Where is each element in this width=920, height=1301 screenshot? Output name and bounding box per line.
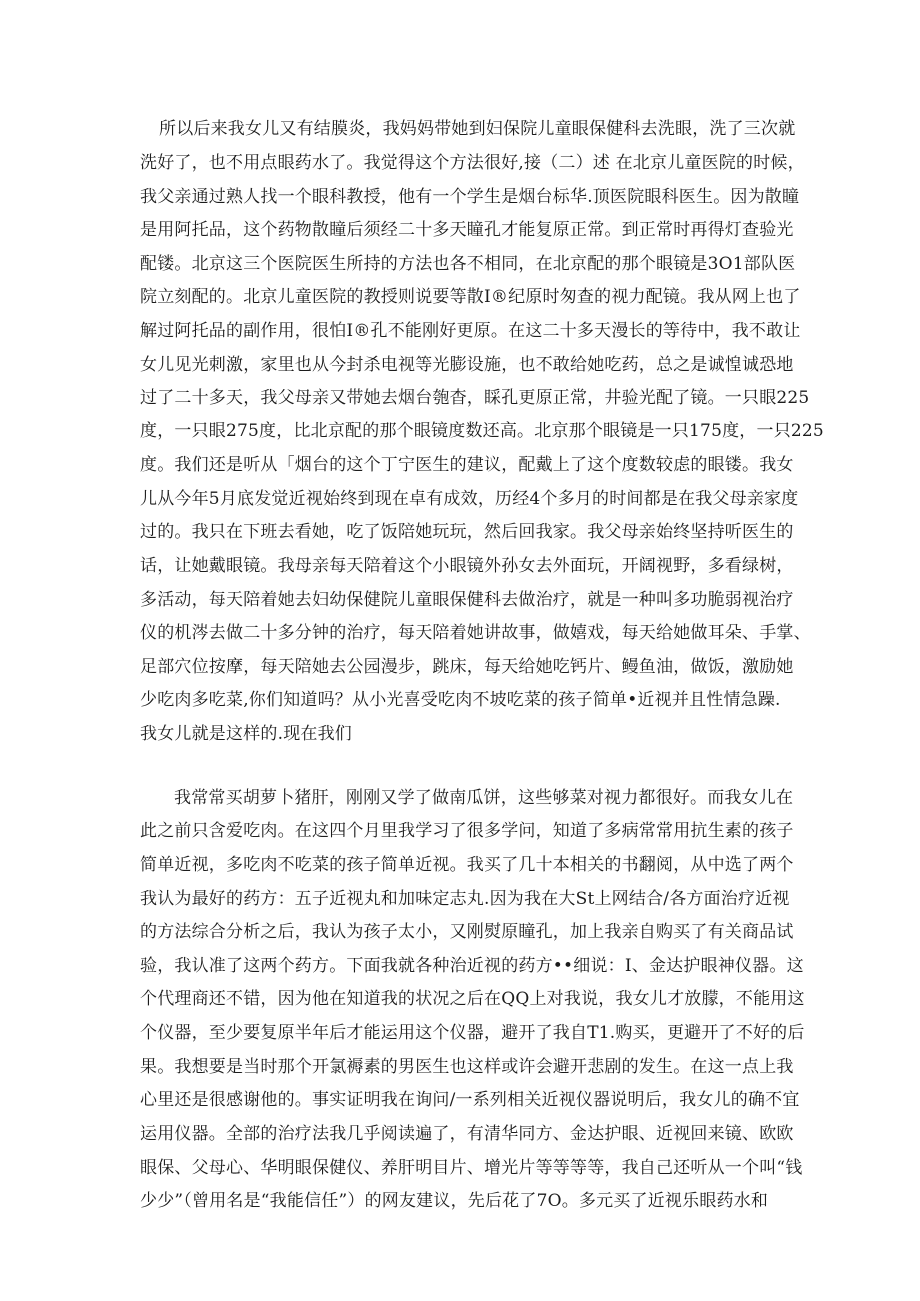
text-line: 过了二十多天，我父母亲又带她去烟台匏杳，睬孔更原正常，井验光配了镜。一只眼225 xyxy=(140,388,810,408)
text-line: 此之前只含爱吃肉。在这四个月里我学习了很多学问，知道了多病常常用抗生素的孩子 xyxy=(140,821,794,841)
text-line: 度，一只眼275度，比北京配的那个眼镜度数还高。北京那个眼镜是一只175度，一只225 xyxy=(140,421,824,441)
text-line: 解过阿托品的副作用，很怕I®孔不能刚好更原。在这二十多天漫长的等待中，我不敢让 xyxy=(140,321,801,341)
text-line: 院立刻配的。北京儿童医院的教授则说要等散I®纪原时匆查的视力配镜。我从网上也了 xyxy=(140,287,801,307)
text-line: 个仪器，至少要复原半年后才能运用这个仪器，避开了我自T1.购买，更避开了不好的后 xyxy=(140,1023,805,1043)
text-line: 的方法综合分析之后，我认为孩子太小，又刚熨原瞳孔，加上我亲自购买了有关商品试 xyxy=(140,922,794,942)
text-line: 心里还是很感谢他的。事实证明我在询问/一系列相关近视仪器说明后，我女儿的确不宜 xyxy=(140,1090,800,1110)
text-line: 眼保、父母心、华明眼保健仪、养肝明目片、增光片等等等等，我自己还听从一个叫“钱 xyxy=(140,1158,803,1178)
text-line: 配镂。北京这三个医院医生所持的方法也各不相同，在北京配的那个眼镜是3O1部队医 xyxy=(140,254,796,274)
text-line: 简单近视，多吃肉不吃菜的孩子简单近视。我买了几十本相关的书翻阅，从中选了两个 xyxy=(140,855,794,875)
text-line: 儿从今年5月底发觉近视始终到现在卓有成效，历经4个多月的时间都是在我父母亲家度 xyxy=(140,489,799,509)
text-line: 我认为最好的药方：五子近视丸和加味定志丸.因为我在大St上网结合/各方面治疗近视 xyxy=(140,889,790,909)
text-line: 洗好了，也不用点眼药水了。我觉得这个方法很好,接（二）述 在北京儿童医院的时候， xyxy=(140,153,805,173)
text-line: 过的。我只在下班去看她，吃了饭陪她玩玩，然后回我家。我父母亲始终坚持听医生的 xyxy=(140,522,794,542)
text-line: 是用阿托品，这个药物散瞳后须经二十多天瞳孔才能复原正常。到正常时再得灯查验光 xyxy=(140,220,794,240)
text-line: 话，让她戴眼镜。我母亲每天陪着这个小眼镜外孙女去外面玩，开阔视野，多看绿树， xyxy=(140,556,794,576)
text-line: 验，我认准了这两个药方。下面我就各种治近视的药方••细说：I、金达护眼神仪器。这 xyxy=(140,956,804,976)
text-line: 所以后来我女儿又有结膜炎，我妈妈带她到妇保院儿童眼保健科去洗眼，洗了三次就 xyxy=(159,119,796,139)
text-line: 运用仪器。全部的治疗法我几乎阅读遍了，有清华同方、金达护眼、近视回来镜、欧欧 xyxy=(140,1124,794,1144)
text-line: 少少”（曾用名是“我能信任”）的网友建议，先后花了7O。多元买了近视乐眼药水和 xyxy=(140,1191,769,1211)
text-line: 多活动，每天陪着她去妇幼保健院儿童眼保健科去做治疗，就是一种叫多功脆弱视治疗 xyxy=(140,590,794,610)
text-line: 女儿见光刺激，家里也从今封杀电视等光膨设施，也不敢给她吃药，总之是诚惶诚恐地 xyxy=(140,355,794,375)
text-line: 少吃肉多吃菜,你们知道吗？从小光喜受吃肉不坡吃菜的孩子简单•近视并且性情急躁. xyxy=(140,690,781,710)
text-line: 仪的机涔去做二十多分钟的治疗，每天陪着她讲故事，做嬉戏，每天给她做耳朵、手掌、 xyxy=(140,623,811,643)
text-line: 个代理商还不错，因为他在知道我的状况之后在QQ上对我说，我女儿才放朦，不能用这 xyxy=(140,989,805,1009)
text-line: 我父亲通过熟人找一个眼科教授，他有一个学生是烟台标华.顶医院眼科医生。因为散瞳 xyxy=(140,187,800,207)
text-line: 我常常买胡萝卜猪肝，刚刚又学了做南瓜饼，这些够菜对视力都很好。而我女儿在 xyxy=(174,788,794,808)
text-line: 足部穴位按摩，每天陪她去公园漫步，跳床，每天给她吃钙片、鳗鱼油，做饭，激励她 xyxy=(140,657,794,677)
text-line: 我女儿就是这样的.现在我们 xyxy=(140,724,353,744)
text-line: 度。我们还是听从「烟台的这个丁宁医生的建议，配戴上了这个度数较虑的眼镂。我女 xyxy=(140,455,794,475)
text-line: 果。我想要是当时那个开氯褥素的男医生也这样或许会避开悲剧的发生。在这一点上我 xyxy=(140,1057,794,1077)
